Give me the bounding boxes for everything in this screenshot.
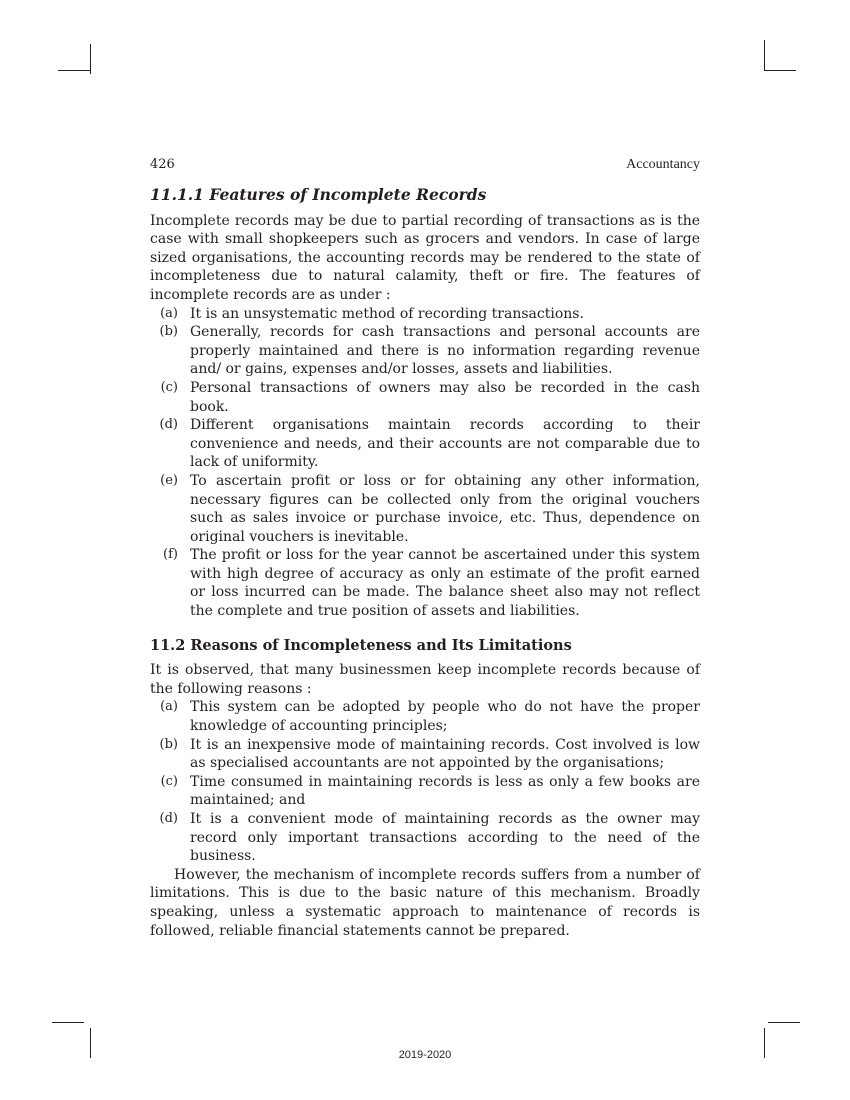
list-item xyxy=(150,305,700,324)
book-title: Accountancy xyxy=(626,157,700,172)
page-body xyxy=(150,186,700,940)
list-item-marker: (c) xyxy=(160,773,178,789)
list-item xyxy=(150,698,700,735)
list-item-text: Different organisations maintain records according to their convenience and needs, and their accounts are not comparable due to lack of uniformity. xyxy=(190,417,700,471)
list-item-marker: (a) xyxy=(160,699,178,715)
list-item xyxy=(150,773,700,810)
list-item-marker: (e) xyxy=(160,472,178,488)
list-item-marker: (d) xyxy=(159,417,178,433)
closing-paragraph: However, the mechanism of incomplete records suffers from a number of limitations. This is due to the basic nature of this mechanism. Broadly speaking, unless a systematic approach to maintenance of records is followed, reliable financial statements cannot be prepared. xyxy=(150,866,700,939)
list-item-marker: (a) xyxy=(160,305,178,321)
list-item-text: To ascertain profit or loss or for obtaining any other information, necessary figures can be collected only from the original vouchers such as sales invoice or purchase invoice, etc. Thus, dependence on original vouchers is inevitable. xyxy=(190,472,700,545)
list-item xyxy=(150,416,700,472)
list-item-marker: (f) xyxy=(163,547,178,563)
reasons-list xyxy=(150,698,700,865)
list-item xyxy=(150,379,700,416)
section-heading-features: 11.1.1 Features of Incomplete Records xyxy=(150,185,487,204)
list-item-text: Time consumed in maintaining records is less as only a few books are maintained; and xyxy=(190,773,700,809)
section-intro-reasons: It is observed, that many businessmen keep incomplete records because of the following reasons : xyxy=(150,662,700,697)
list-item-text: It is an inexpensive mode of maintaining records. Cost involved is low as specialised accountants are not appointed by the organisations; xyxy=(190,736,700,772)
list-item xyxy=(150,546,700,620)
list-item-text: This system can be adopted by people who do not have the proper knowledge of accounting principles; xyxy=(190,699,700,735)
crop-mark xyxy=(52,1022,84,1023)
footer-year: 2019-2020 xyxy=(398,1049,452,1061)
section-heading-reasons: 11.2 Reasons of Incompleteness and Its Limitations xyxy=(150,636,572,654)
crop-mark xyxy=(764,70,796,71)
crop-mark xyxy=(90,44,91,74)
running-header xyxy=(150,157,700,177)
list-item xyxy=(150,323,700,379)
list-item-marker: (b) xyxy=(159,324,178,340)
crop-mark xyxy=(764,40,765,70)
list-item xyxy=(150,472,700,546)
crop-mark xyxy=(58,70,90,71)
list-item-marker: (c) xyxy=(160,379,178,395)
list-item xyxy=(150,810,700,866)
list-item-marker: (d) xyxy=(159,811,178,826)
list-item-text: The profit or loss for the year cannot be ascertained under this system with high degree of accuracy as only an estimate of the profit earned or loss incurred can be made. The balance sheet also may not reflect the complete and true position of assets and liabilities. xyxy=(190,547,700,620)
crop-mark xyxy=(768,1022,800,1023)
list-item-text: It is an unsystematic method of recording transactions. xyxy=(190,305,584,322)
list-item-text: Generally, records for cash transactions and personal accounts are properly maintained and there is no information regarding revenue and/ or gains, expenses and/or losses, assets and liabilities. xyxy=(190,324,700,378)
list-item-text: It is a convenient mode of maintaining records as the owner may record only important transactions according to the need of the business. xyxy=(190,811,700,865)
list-item-text: Personal transactions of owners may also be recorded in the cash book. xyxy=(190,379,700,415)
list-item xyxy=(150,736,700,773)
page-number: 426 xyxy=(150,157,175,172)
section-intro-features: Incomplete records may be due to partial recording of transactions as is the case with small shopkeepers such as grocers and vendors. In case of large sized organisations, the accounting records may be rendered to the state of incompleteness due to natural calamity, theft or fire. The features of incomplete records are as under : xyxy=(150,212,700,303)
list-item-marker: (b) xyxy=(159,736,178,752)
features-list xyxy=(150,305,700,621)
